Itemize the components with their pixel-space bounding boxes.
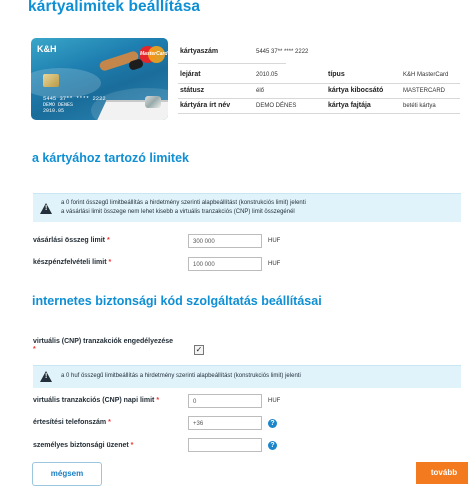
card-kind-label: kártya fajtája (328, 102, 371, 109)
security-info-line: a 0 huf összegű limitbeállítás a hirdetmény szerinti alapbeállítást (konstrukciós limit) jelenti (61, 373, 301, 379)
issuer-label: kártya kibocsátó (328, 87, 384, 94)
mastercard-logo: MasterCard (139, 46, 165, 63)
issuer-value: MASTERCARD (403, 88, 446, 94)
purchase-limit-input[interactable]: 300 000 (188, 234, 262, 248)
cnp-daily-limit-input[interactable]: 0 (188, 394, 262, 408)
cash-limit-input[interactable]: 100 000 (188, 257, 262, 271)
card-image-number: 5445 37** **** 2222 (43, 95, 106, 102)
purchase-limit-unit: HUF (268, 238, 281, 244)
card-image-expiry: 2010.05 (43, 108, 65, 114)
expiry-label: lejárat (180, 71, 201, 78)
phone-input[interactable]: +36 (188, 416, 262, 430)
bank-logo: K&H (37, 44, 57, 54)
card-chip (43, 74, 59, 87)
next-button[interactable]: tovább (416, 462, 468, 484)
security-info-box (33, 365, 461, 388)
card-image (31, 38, 168, 120)
holder-value: DEMO DÉNES (256, 103, 297, 109)
security-message-label: személyes biztonsági üzenet * (33, 442, 134, 449)
card-number-label: kártyaszám (180, 48, 219, 55)
holder-label: kártyára írt név (180, 102, 231, 109)
limits-info-line-2: a vásárlási limit összege nem lehet kisebb a virtuális tranzakciós (CNP) limit összegénél (61, 209, 295, 215)
cnp-enable-checkbox[interactable]: ✓ (195, 345, 203, 354)
warning-icon: ! (40, 371, 52, 382)
page-title: kártyalimitek beállítása (28, 0, 201, 15)
cash-limit-label: készpénzfelvételi limit * (33, 259, 112, 266)
phone-label: értesítési telefonszám * (33, 419, 111, 426)
cancel-button[interactable]: mégsem (32, 462, 102, 486)
status-value: élő (256, 88, 265, 94)
card-image-name: DEMO DENES (43, 102, 74, 108)
limits-info-line-1: a 0 forint összegű limitbeállítás a hirdetmény szerinti alapbeállítást (konstrukciós limit) jelenti (61, 200, 306, 206)
cash-limit-unit: HUF (268, 261, 281, 267)
help-icon[interactable]: ? (268, 419, 277, 428)
cnp-daily-limit-label: virtuális tranzakciós (CNP) napi limit * (33, 397, 160, 404)
cnp-enable-label: virtuális (CNP) tranzakciók engedélyezése (33, 338, 174, 345)
type-label: típus (328, 71, 345, 78)
help-icon[interactable]: ? (268, 441, 277, 450)
card-number-value: 5445 37** **** 2222 (256, 49, 309, 55)
card-kind-value: betéti kártya (403, 103, 436, 109)
status-label: státusz (180, 87, 205, 94)
limits-heading: a kártyához tartozó limitek (32, 151, 189, 165)
limits-info-box (33, 193, 461, 222)
cnp-daily-limit-unit: HUF (268, 398, 281, 404)
security-heading: internetes biztonsági kód szolgáltatás beállításai (32, 294, 322, 308)
hologram (145, 96, 161, 108)
purchase-limit-label: vásárlási összeg limit * (33, 237, 110, 244)
expiry-value: 2010.05 (256, 72, 278, 78)
security-message-input[interactable] (188, 438, 262, 452)
warning-icon: ! (40, 203, 52, 214)
type-value: K&H MasterCard (403, 72, 449, 78)
